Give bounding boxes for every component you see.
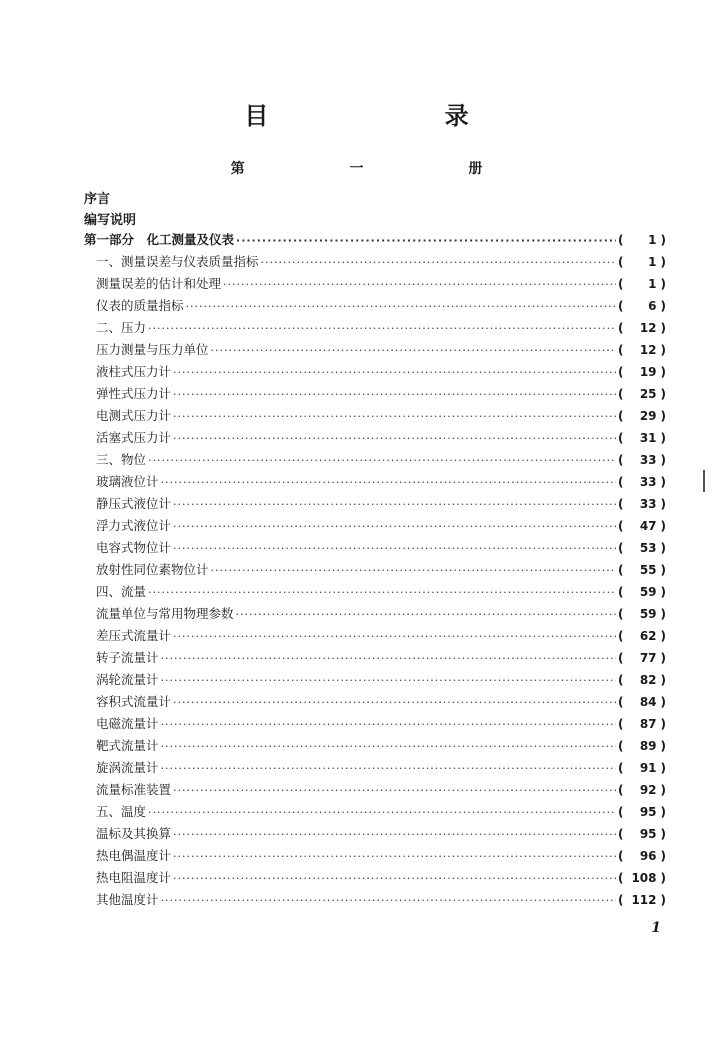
toc-page-ref: ( 29 ) xyxy=(618,405,666,427)
toc-page-ref: ( 33 ) xyxy=(618,471,666,493)
toc-entry xyxy=(84,669,666,691)
toc-page-ref: ( 12 ) xyxy=(618,339,666,361)
toc-page-ref: ( 55 ) xyxy=(618,559,666,581)
toc-page-ref: ( 108 ) xyxy=(618,867,666,889)
toc-entry xyxy=(84,405,666,427)
toc-entry xyxy=(84,295,666,317)
toc-entry xyxy=(84,647,666,669)
toc-entry-label: 温标及其换算 xyxy=(96,826,172,841)
toc-entry-label: 浮力式液位计 xyxy=(96,518,172,533)
dot-leader xyxy=(161,736,616,758)
dot-leader xyxy=(173,868,616,890)
toc-page-number: 53 xyxy=(639,541,657,555)
toc-page-ref: ( 89 ) xyxy=(618,735,666,757)
volume-heading: 第 一 册 xyxy=(230,161,533,177)
dot-leader xyxy=(148,450,616,472)
dot-leader xyxy=(211,340,616,362)
dot-leader xyxy=(173,516,616,538)
toc-page-number: 25 xyxy=(639,387,657,401)
toc-page-number: 84 xyxy=(639,695,657,709)
toc-page-number: 77 xyxy=(639,651,657,665)
toc-page-ref: ( 91 ) xyxy=(618,757,666,779)
toc-entry xyxy=(84,251,666,273)
toc-page-ref: ( 62 ) xyxy=(618,625,666,647)
toc-page-ref: ( 53 ) xyxy=(618,537,666,559)
toc-page-ref: ( 33 ) xyxy=(618,449,666,471)
toc-page-number: 33 xyxy=(639,475,657,489)
toc-page-ref: ( 59 ) xyxy=(618,603,666,625)
toc-entry xyxy=(84,537,666,559)
toc-entry xyxy=(84,383,666,405)
page-number: 1 xyxy=(651,920,661,936)
dot-leader xyxy=(173,824,616,846)
toc-entry xyxy=(84,845,666,867)
toc-entry-label: 流量单位与常用物理参数 xyxy=(96,606,234,621)
toc-page-number: 33 xyxy=(639,497,657,511)
toc-page-number: 55 xyxy=(639,563,657,577)
toc-page-number: 108 xyxy=(631,871,657,885)
toc-page-number: 12 xyxy=(639,321,657,335)
page-title: 目 录 xyxy=(244,101,553,130)
dot-leader xyxy=(173,626,616,648)
dot-leader xyxy=(161,890,616,912)
dot-leader xyxy=(173,780,616,802)
toc-page-number: 47 xyxy=(639,519,657,533)
toc-page-number: 82 xyxy=(639,673,657,687)
toc-page-number: 91 xyxy=(639,761,657,775)
toc-entry-label: 三、物位 xyxy=(96,452,147,467)
toc-entry-label: 转子流量计 xyxy=(96,650,159,665)
toc-page-number: 19 xyxy=(639,365,657,379)
toc-entry xyxy=(84,581,666,603)
toc-entry xyxy=(84,603,666,625)
toc-entry xyxy=(84,757,666,779)
toc-entry xyxy=(84,493,666,515)
toc-entry-label: 一、测量误差与仪表质量指标 xyxy=(96,254,259,269)
toc-page-number: 1 xyxy=(648,233,657,247)
toc-entry-label: 热电偶温度计 xyxy=(96,848,172,863)
toc-entry-label: 玻璃液位计 xyxy=(96,474,159,489)
toc-page-number: 31 xyxy=(639,431,657,445)
toc-entry-label: 仪表的质量指标 xyxy=(96,298,184,313)
toc-page-ref: ( 47 ) xyxy=(618,515,666,537)
toc-entry-label: 测量误差的估计和处理 xyxy=(96,276,222,291)
toc-entry xyxy=(84,361,666,383)
toc-entry xyxy=(84,515,666,537)
dot-leader xyxy=(148,802,616,824)
toc-entry-label: 流量标准装置 xyxy=(96,782,172,797)
toc-entry xyxy=(84,779,666,801)
toc-entry-label: 放射性同位素物位计 xyxy=(96,562,209,577)
dot-leader xyxy=(173,384,616,406)
toc-page-number: 6 xyxy=(648,299,657,313)
toc-entry-label: 其他温度计 xyxy=(96,892,159,907)
toc-page-number: 95 xyxy=(639,827,657,841)
dot-leader xyxy=(173,692,616,714)
toc-page-number: 12 xyxy=(639,343,657,357)
toc-page-number: 92 xyxy=(639,783,657,797)
toc-page-ref: ( 31 ) xyxy=(618,427,666,449)
toc-entry-label: 四、流量 xyxy=(96,584,147,599)
toc-page-ref: ( 92 ) xyxy=(618,779,666,801)
toc-page-number: 29 xyxy=(639,409,657,423)
dot-leader xyxy=(148,582,616,604)
toc-page-ref: ( 95 ) xyxy=(618,801,666,823)
toc-entry xyxy=(84,427,666,449)
toc-entry-label: 旋涡流量计 xyxy=(96,760,159,775)
toc-entry-label: 压力测量与压力单位 xyxy=(96,342,209,357)
toc-entry xyxy=(84,867,666,889)
toc-entry-label: 涡轮流量计 xyxy=(96,672,159,687)
toc-page-number: 96 xyxy=(639,849,657,863)
dot-leader xyxy=(173,538,616,560)
toc-page-ref: ( 1 ) xyxy=(618,229,666,251)
toc-page-ref: ( 95 ) xyxy=(618,823,666,845)
toc-page-ref: ( 33 ) xyxy=(618,493,666,515)
dot-leader xyxy=(161,648,616,670)
dot-leader xyxy=(161,670,616,692)
dot-leader xyxy=(236,604,616,626)
dot-leader xyxy=(148,318,616,340)
dot-leader xyxy=(161,758,616,780)
toc-entry-label: 差压式流量计 xyxy=(96,628,172,643)
scan-margin-mark xyxy=(703,470,705,492)
toc-page-number: 59 xyxy=(639,585,657,599)
toc-entry xyxy=(84,801,666,823)
toc-entry-label: 五、温度 xyxy=(96,804,147,819)
toc-page-ref: ( 1 ) xyxy=(618,273,666,295)
toc-entry-label: 二、压力 xyxy=(96,320,147,335)
toc-entry-label: 靶式流量计 xyxy=(96,738,159,753)
toc-page-ref: ( 1 ) xyxy=(618,251,666,273)
toc-entry xyxy=(84,889,666,911)
toc-entry xyxy=(84,735,666,757)
toc-entry xyxy=(84,691,666,713)
toc-page-ref: ( 87 ) xyxy=(618,713,666,735)
toc-entry-label: 电磁流量计 xyxy=(96,716,159,731)
toc-page-ref: ( 112 ) xyxy=(618,889,666,911)
toc-page-number: 89 xyxy=(639,739,657,753)
toc-entry xyxy=(84,559,666,581)
toc-entry-label: 静压式液位计 xyxy=(96,496,172,511)
front-matter-preface: 序言 xyxy=(84,192,111,207)
toc-entry-label: 热电阻温度计 xyxy=(96,870,172,885)
toc-entry-label: 弹性式压力计 xyxy=(96,386,172,401)
toc-page-number: 112 xyxy=(631,893,657,907)
dot-leader xyxy=(161,714,616,736)
dot-leader xyxy=(261,252,616,274)
toc-page-number: 62 xyxy=(639,629,657,643)
dot-leader xyxy=(173,846,616,868)
toc-page-ref: ( 59 ) xyxy=(618,581,666,603)
dot-leader xyxy=(173,406,616,428)
toc-page-ref: ( 82 ) xyxy=(618,669,666,691)
dot-leader xyxy=(236,230,616,252)
toc-entry xyxy=(84,339,666,361)
dot-leader xyxy=(161,472,616,494)
toc-entry-label: 电容式物位计 xyxy=(96,540,172,555)
table-of-contents xyxy=(84,229,666,911)
toc-entry-label: 第一部分 化工测量及仪表 xyxy=(84,232,235,247)
toc-entry xyxy=(84,713,666,735)
toc-page-number: 1 xyxy=(648,277,657,291)
toc-entry-label: 电测式压力计 xyxy=(96,408,172,423)
toc-entry-label: 活塞式压力计 xyxy=(96,430,172,445)
toc-page-ref: ( 12 ) xyxy=(618,317,666,339)
toc-entry xyxy=(84,471,666,493)
dot-leader xyxy=(173,362,616,384)
toc-page-number: 87 xyxy=(639,717,657,731)
toc-entry xyxy=(84,625,666,647)
toc-page-number: 59 xyxy=(639,607,657,621)
dot-leader xyxy=(173,428,616,450)
toc-entry xyxy=(84,273,666,295)
dot-leader xyxy=(211,560,616,582)
toc-entry-label: 容积式流量计 xyxy=(96,694,172,709)
toc-page-ref: ( 25 ) xyxy=(618,383,666,405)
toc-page-ref: ( 19 ) xyxy=(618,361,666,383)
toc-entry-label: 液柱式压力计 xyxy=(96,364,172,379)
toc-page-ref: ( 77 ) xyxy=(618,647,666,669)
toc-page-ref: ( 6 ) xyxy=(618,295,666,317)
front-matter-notes: 编写说明 xyxy=(84,213,137,228)
toc-page-ref: ( 84 ) xyxy=(618,691,666,713)
dot-leader xyxy=(173,494,616,516)
toc-entry xyxy=(84,449,666,471)
dot-leader xyxy=(186,296,616,318)
toc-page-ref: ( 96 ) xyxy=(618,845,666,867)
toc-page-number: 1 xyxy=(648,255,657,269)
toc-entry xyxy=(84,317,666,339)
dot-leader xyxy=(223,274,616,296)
toc-entry xyxy=(84,823,666,845)
toc-entry xyxy=(84,229,666,251)
toc-page-number: 33 xyxy=(639,453,657,467)
toc-page-number: 95 xyxy=(639,805,657,819)
